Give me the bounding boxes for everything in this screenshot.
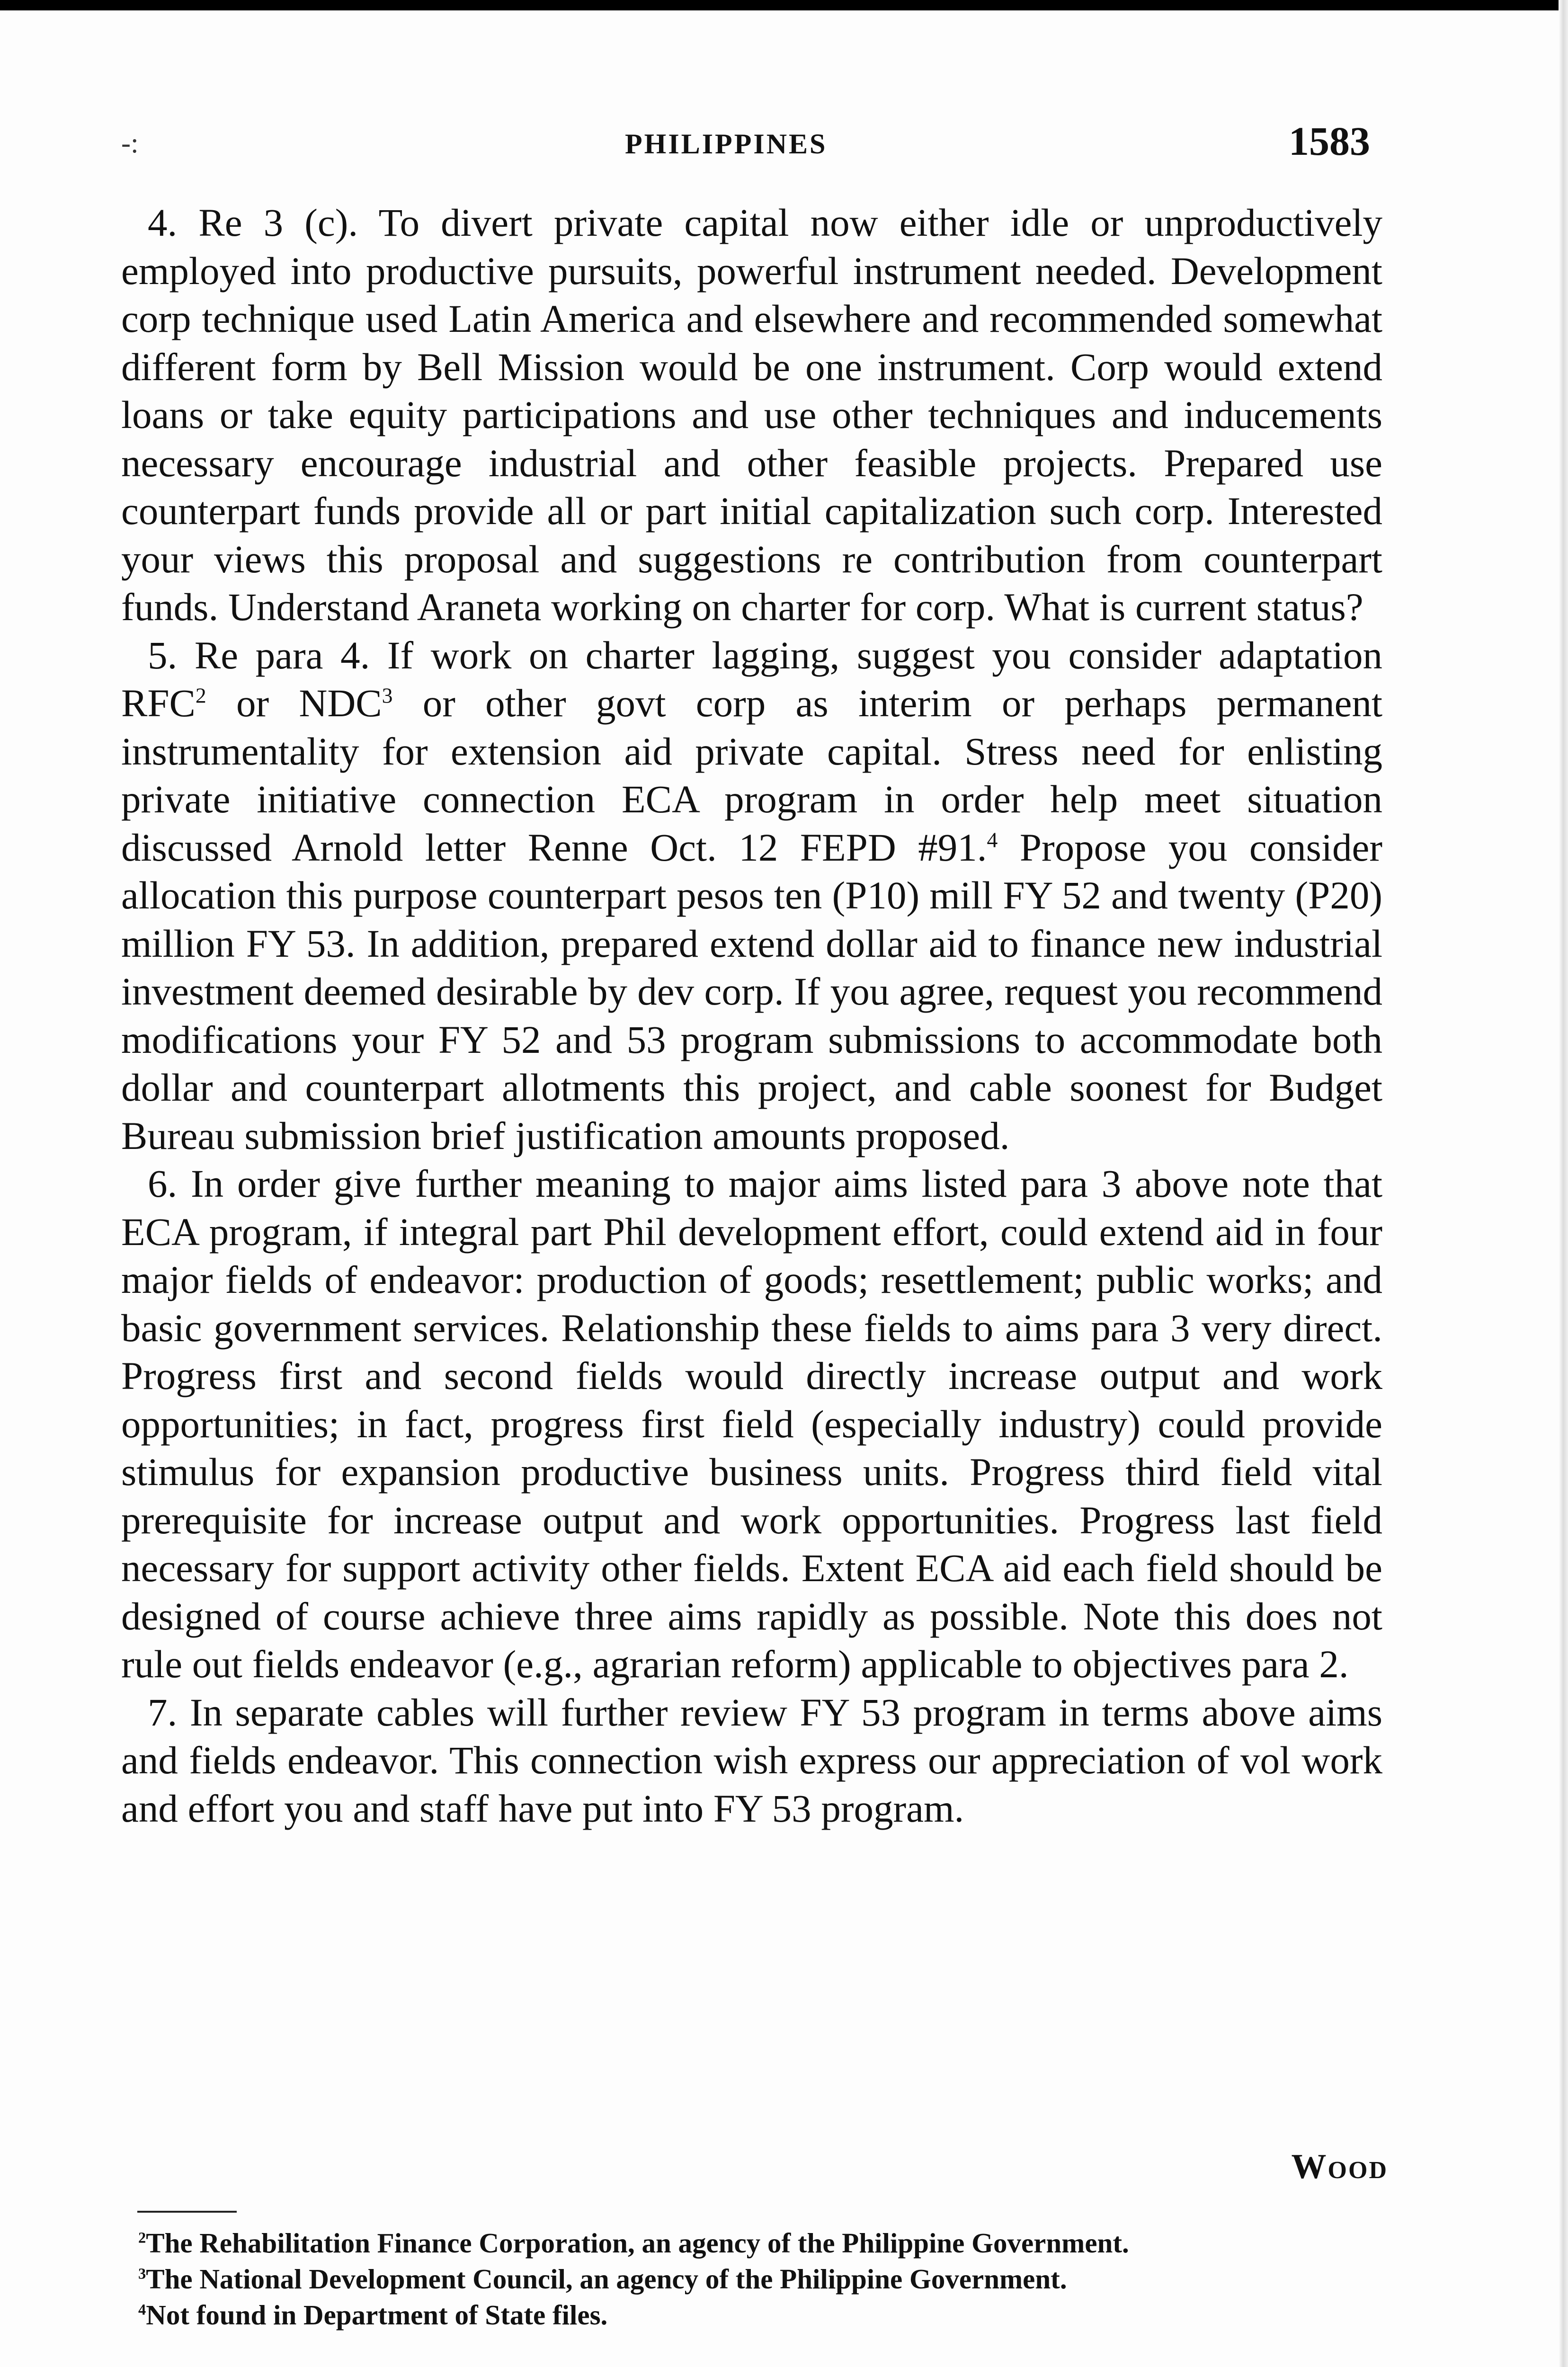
footnote-text: The Rehabilitation Finance Corporation, an agency of the Philippine Government. <box>146 2227 1129 2259</box>
signature: Wood <box>1291 2147 1388 2186</box>
running-head: PHILIPPINES <box>625 128 828 160</box>
margin-mark: -: <box>121 127 139 159</box>
paragraph-text: or NDC <box>236 681 382 725</box>
top-border <box>0 0 1568 10</box>
paragraph-number: 5. <box>148 633 178 677</box>
paragraph-7 <box>121 1689 1382 1833</box>
page-edge-shadow <box>1559 0 1568 2367</box>
paragraph-5 <box>121 632 1382 1160</box>
footnote-divider <box>137 2211 237 2213</box>
paragraph-text: Re para 4. If work on charter lagging, suggest you consider adaptation RFC <box>121 633 1383 725</box>
footnote-mark: 2 <box>138 2229 146 2247</box>
paragraph-number: 6. <box>148 1162 178 1205</box>
footnote-2 <box>127 2225 1391 2261</box>
footnote-4 <box>127 2297 1391 2333</box>
paragraph-text: In separate cables will further review FY 53 program in terms above aims and fields endeavor. This connection wish express our appreciation of vol work and effort you and staff have put into FY 53 program. <box>121 1690 1382 1830</box>
footnote-text: Not found in Department of State files. <box>146 2299 608 2331</box>
footnotes <box>127 2225 1391 2333</box>
footnote-3 <box>127 2261 1391 2297</box>
footnote-ref-4[interactable]: 4 <box>987 827 998 852</box>
paragraph-text: Propose you consider allocation this purpose counterpart pesos ten (P10) mill FY 52 and twenty (P20) million FY 53. In addition, prepared extend dollar aid to finance new industrial investment deemed desirable by dev corp. If you agree, request you recommend modifications your FY 52 and 53 program submissions to accommodate both dollar and counterpart allotments this project, and cable soonest for Budget Bureau submission brief justification amounts proposed. <box>121 825 1382 1157</box>
paragraph-text: In order give further meaning to major aims listed para 3 above note that ECA program, if integral part Phil development effort, could extend aid in four major fields of endeavor: production of goods; resettlement; public works; and basic government services. Relationship these fields to aims para 3 very direct. Progress first and second fields would directly increase output and work opportunities; in fact, progress first field (especially industry) could provide stimulus for expansion productive business units. Progress third field vital prerequisite for increase output and work opportunities. Progress last field necessary for support activity other fields. Extent ECA aid each field should be designed of course achieve three aims rapidly as possible. Note this does not rule out fields endeavor (e.g., agrarian reform) applicable to objectives para 2. <box>121 1162 1383 1686</box>
paragraph-4 <box>121 199 1382 632</box>
paragraph-text: Re 3 (c). To divert private capital now either idle or unproductively employed into productive pursuits, powerful instrument needed. Development corp technique used Latin America and elsewhere and recommended somewhat different form by Bell Mission would be one instrument. Corp would extend loans or take equity participations and use other techniques and inducements necessary encourage industrial and other feasible projects. Prepared use counterpart funds provide all or part initial capitalization such corp. Interested your views this proposal and suggestions re contribution from counterpart funds. Understand Araneta working on charter for corp. What is current status? <box>121 201 1383 629</box>
paragraph-text: or other govt corp as interim or perhaps permanent instrumentality for extension aid private capital. Stress need for enlisting private initiative connection ECA program in order help meet situation discussed Arnold letter Renne Oct. 12 FEPD #91. <box>121 681 1383 869</box>
footnote-text: The National Development Council, an agency of the Philippine Government. <box>146 2263 1067 2295</box>
paragraph-number: 4. <box>148 201 178 244</box>
footnote-ref-3[interactable]: 3 <box>382 683 393 708</box>
body-text <box>121 199 1382 1833</box>
paragraph-6 <box>121 1160 1382 1689</box>
footnote-mark: 4 <box>138 2301 146 2319</box>
footnote-ref-2[interactable]: 2 <box>195 683 206 708</box>
page-number: 1583 <box>1289 118 1370 164</box>
paragraph-number: 7. <box>148 1690 178 1734</box>
footnote-mark: 3 <box>138 2265 146 2283</box>
